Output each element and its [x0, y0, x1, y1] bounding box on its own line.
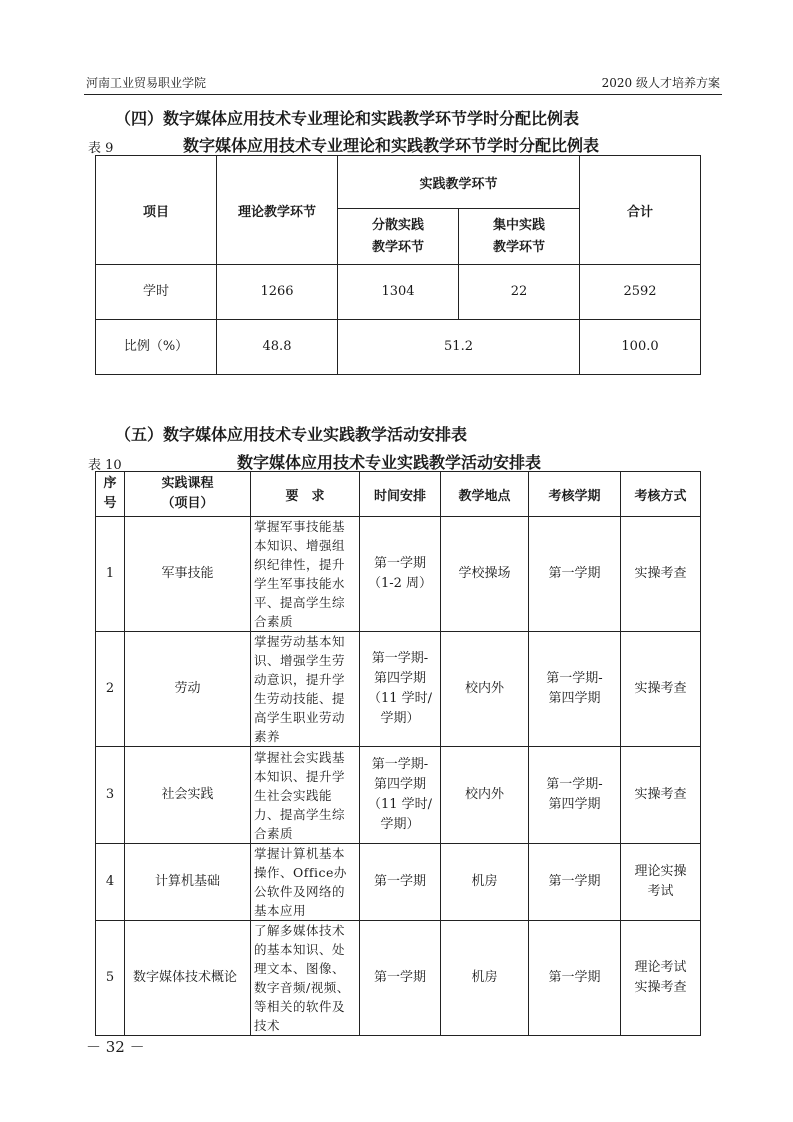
table-row [96, 747, 701, 844]
header-scattered-practice [338, 209, 459, 265]
cell-requirement: 了解多媒体技术的基本知识、处理文本、图像、数字音频/视频、等相关的软件及技术 [251, 921, 360, 1036]
header-exam-method: 考核方式 [621, 472, 701, 517]
cell-time: 第一学期-第四学期（11 学时/学期） [360, 632, 441, 747]
cell-course: 军事技能 [125, 517, 251, 632]
cell-exam-method: 理论考试实操考查 [621, 921, 701, 1036]
page-number: － 32 － [86, 1038, 145, 1056]
table-10-caption: 数字媒体应用技术专业实践教学活动安排表 [237, 453, 542, 472]
table-row-hours [96, 265, 701, 320]
cell-time: 第一学期-第四学期（11 学时/学期） [360, 747, 441, 844]
header-concentrated-line2: 教学环节 [493, 239, 546, 255]
cell-concentrated-hours: 22 [459, 265, 580, 320]
cell-seq: 2 [96, 632, 125, 747]
header-concentrated-practice [459, 209, 580, 265]
cell-exam-term: 第一学期 [529, 921, 621, 1036]
cell-seq: 5 [96, 921, 125, 1036]
cell-course: 劳动 [125, 632, 251, 747]
table-9-number: 表 9 [88, 141, 114, 156]
header-total: 合计 [580, 156, 701, 265]
cell-time: 第一学期（1-2 周） [360, 517, 441, 632]
header-item: 项目 [96, 156, 217, 265]
table-10-number: 表 10 [88, 458, 122, 473]
cell-scattered-hours: 1304 [338, 265, 459, 320]
header-time: 时间安排 [360, 472, 441, 517]
cell-course: 社会实践 [125, 747, 251, 844]
header-exam-term: 考核学期 [529, 472, 621, 517]
cell-course: 数字媒体技术概论 [125, 921, 251, 1036]
cell-location: 校内外 [441, 747, 529, 844]
cell-requirement: 掌握计算机基本操作、Office办公软件及网络的基本应用 [251, 844, 360, 921]
cell-seq: 3 [96, 747, 125, 844]
row-label: 学时 [96, 265, 217, 320]
cell-course: 计算机基础 [125, 844, 251, 921]
cell-exam-method: 理论实操考试 [621, 844, 701, 921]
cell-exam-term: 第一学期-第四学期 [529, 747, 621, 844]
table-row [96, 921, 701, 1036]
cell-total-ratio: 100.0 [580, 320, 701, 375]
header-requirement: 要 求 [251, 472, 360, 517]
section-4-title: （四）数字媒体应用技术专业理论和实践教学环节学时分配比例表 [115, 109, 580, 128]
cell-exam-method: 实操考查 [621, 632, 701, 747]
cell-requirement: 掌握军事技能基本知识、增强组织纪律性，提升学生军事技能水平、提高学生综合素质 [251, 517, 360, 632]
header-course-line1: 实践课程 [161, 476, 214, 491]
cell-seq: 1 [96, 517, 125, 632]
cell-location: 机房 [441, 921, 529, 1036]
header-theory: 理论教学环节 [217, 156, 338, 265]
table-row [96, 844, 701, 921]
header-divider [84, 94, 722, 95]
cell-exam-method: 实操考查 [621, 517, 701, 632]
cell-time: 第一学期 [360, 921, 441, 1036]
cell-practice-ratio: 51.2 [338, 320, 580, 375]
cell-theory-hours: 1266 [217, 265, 338, 320]
section-5-title: （五）数字媒体应用技术专业实践教学活动安排表 [115, 425, 468, 444]
table-10-practice-schedule [95, 471, 701, 1036]
cell-requirement: 掌握社会实践基本知识、提升学生社会实践能力、提高学生综合素质 [251, 747, 360, 844]
cell-seq: 4 [96, 844, 125, 921]
cell-location: 机房 [441, 844, 529, 921]
header-scattered-line1: 分散实践 [371, 217, 424, 233]
cell-exam-term: 第一学期 [529, 517, 621, 632]
header-seq-line2: 号 [103, 496, 117, 511]
cell-location: 学校操场 [441, 517, 529, 632]
cell-exam-term: 第一学期 [529, 844, 621, 921]
cell-location: 校内外 [441, 632, 529, 747]
header-scattered-line2: 教学环节 [371, 239, 424, 255]
table-9-caption: 数字媒体应用技术专业理论和实践教学环节学时分配比例表 [183, 136, 600, 155]
table-9-hours-ratio [95, 155, 701, 375]
table-row [96, 632, 701, 747]
table-row-ratio [96, 320, 701, 375]
cell-exam-method: 实操考查 [621, 747, 701, 844]
cell-time: 第一学期 [360, 844, 441, 921]
header-concentrated-line1: 集中实践 [493, 217, 546, 233]
header-institution: 河南工业贸易职业学院 [86, 76, 207, 90]
header-seq-line1: 序 [103, 476, 117, 491]
table-row [96, 517, 701, 632]
cell-total-hours: 2592 [580, 265, 701, 320]
cell-requirement: 掌握劳动基本知识、增强学生劳动意识，提升学生劳动技能、提高学生职业劳动素养 [251, 632, 360, 747]
row-label: 比例（%） [96, 320, 217, 375]
header-course [125, 472, 251, 517]
cell-theory-ratio: 48.8 [217, 320, 338, 375]
cell-exam-term: 第一学期-第四学期 [529, 632, 621, 747]
header-practice: 实践教学环节 [338, 156, 580, 209]
header-location: 教学地点 [441, 472, 529, 517]
header-document-title: 2020 级人才培养方案 [601, 76, 720, 90]
header-seq [96, 472, 125, 517]
header-course-line2: （项目） [161, 496, 214, 511]
